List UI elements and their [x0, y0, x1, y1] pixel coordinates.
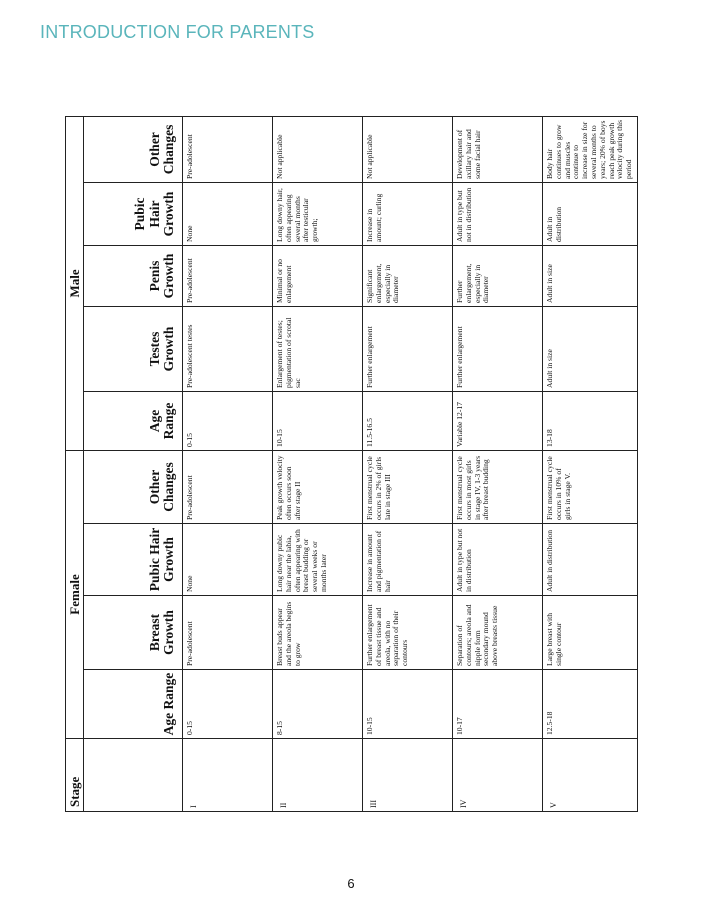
table-cell: Adult in distribution [543, 524, 638, 596]
table-cell: None [183, 182, 273, 245]
table-cell: First menstrual cycle occurs in 10% of girls in stage V. [543, 450, 638, 523]
table-cell: 11.5-16.5 [363, 391, 453, 450]
female-age-range-header: Age Range [84, 670, 183, 739]
column-header-row [84, 116, 183, 811]
tanner-stages-table [65, 116, 638, 812]
table-cell: Pre-adolescent [183, 596, 273, 670]
table-cell: Adult in type but not in distribution [453, 524, 543, 596]
stage-column-header [84, 739, 183, 812]
table-row [453, 116, 543, 811]
table-cell: Adult in size [543, 306, 638, 391]
table-cell: Increase in amount; curling [363, 182, 453, 245]
stage-group-header: Stage [66, 739, 84, 812]
female-other-changes-header: Other Changes [84, 450, 183, 523]
table-cell: 13-18 [543, 391, 638, 450]
table-cell: 8-15 [273, 670, 363, 739]
table-cell: Further enlargement [453, 306, 543, 391]
male-group-header: Male [66, 116, 84, 450]
rotated-table-frame [65, 117, 634, 812]
table-cell: Separation of contours; areola and nipple form secondary mound above breasts tissue [453, 596, 543, 670]
table-cell: Pre-adolescent [183, 116, 273, 182]
table-cell: Further enlargement, especially in diameter [453, 245, 543, 306]
table-cell: Breast buds appear and the areola begins to grow [273, 596, 363, 670]
table-cell: First menstrual cycle occurs in most girls in stage IV, 1-3 years after breast budding [453, 450, 543, 523]
table-cell: Large breast with single contour [543, 596, 638, 670]
stage-cell: I [183, 739, 273, 812]
table-row [273, 116, 363, 811]
table-cell: 10-15 [363, 670, 453, 739]
male-pubic-hair-header: Pubic Hair Growth [84, 182, 183, 245]
table-cell: Pre-adolescent [183, 245, 273, 306]
testes-growth-header: Testes Growth [84, 306, 183, 391]
stage-cell: II [273, 739, 363, 812]
tanner-stages-table-container [65, 117, 634, 812]
table-cell: Enlargement of testes; pigmentation of scrotal sac [273, 306, 363, 391]
breast-growth-header: Breast Growth [84, 596, 183, 670]
table-row [183, 116, 273, 811]
table-row [543, 116, 638, 811]
table-cell: Adult in type but not in distribution [453, 182, 543, 245]
table-cell: Long downy pubic hair near the labia, often appearing with breast budding or several weeks or months later [273, 524, 363, 596]
table-cell: None [183, 524, 273, 596]
table-cell: Adult in distribution [543, 182, 638, 245]
table-cell: Development of axillary hair and some facial hair [453, 116, 543, 182]
table-cell: Significant enlargement, especially in diameter [363, 245, 453, 306]
page-number: 6 [347, 876, 355, 891]
table-cell: 0-15 [183, 670, 273, 739]
table-cell: Body hair continues to grow and muscles continue to increase in size for several months to years; 20% of boys reach peak growth velocity during this period [543, 116, 638, 182]
table-cell: Pre-adolescent [183, 450, 273, 523]
table-cell: Peak growth velocity often occurs soon after stage II [273, 450, 363, 523]
table-cell: Further enlargement [363, 306, 453, 391]
stage-cell: V [543, 739, 638, 812]
page-header: INTRODUCTION FOR PARENTS [40, 22, 315, 42]
table-row [363, 116, 453, 811]
table-cell: Not applicable [273, 116, 363, 182]
female-group-header: Female [66, 450, 84, 738]
male-age-range-header: Age Range [84, 391, 183, 450]
table-cell: Increase in amount and pigmentation of hair [363, 524, 453, 596]
table-cell: First menstrual cycle occurs in 2% of girls late in stage III [363, 450, 453, 523]
table-cell: Variable 12-17 [453, 391, 543, 450]
female-pubic-hair-header: Pubic Hair Growth [84, 524, 183, 596]
table-cell: 10-17 [453, 670, 543, 739]
stage-cell: III [363, 739, 453, 812]
table-cell: Further enlargement of breast tissue and areola, with no separation of their contours [363, 596, 453, 670]
table-cell: Long downy hair, often appearing several months after testicular growth; [273, 182, 363, 245]
table-cell: 10-15 [273, 391, 363, 450]
table-cell: Minimal or no enlargement [273, 245, 363, 306]
table-cell: 0-15 [183, 391, 273, 450]
penis-growth-header: Penis Growth [84, 245, 183, 306]
table-cell: Pre-adolescent testes [183, 306, 273, 391]
table-cell: Not applicable [363, 116, 453, 182]
table-cell: Adult in size [543, 245, 638, 306]
group-header-row [66, 116, 84, 811]
table-cell: 12.5-18 [543, 670, 638, 739]
stage-cell: IV [453, 739, 543, 812]
male-other-changes-header: Other Changes [84, 116, 183, 182]
